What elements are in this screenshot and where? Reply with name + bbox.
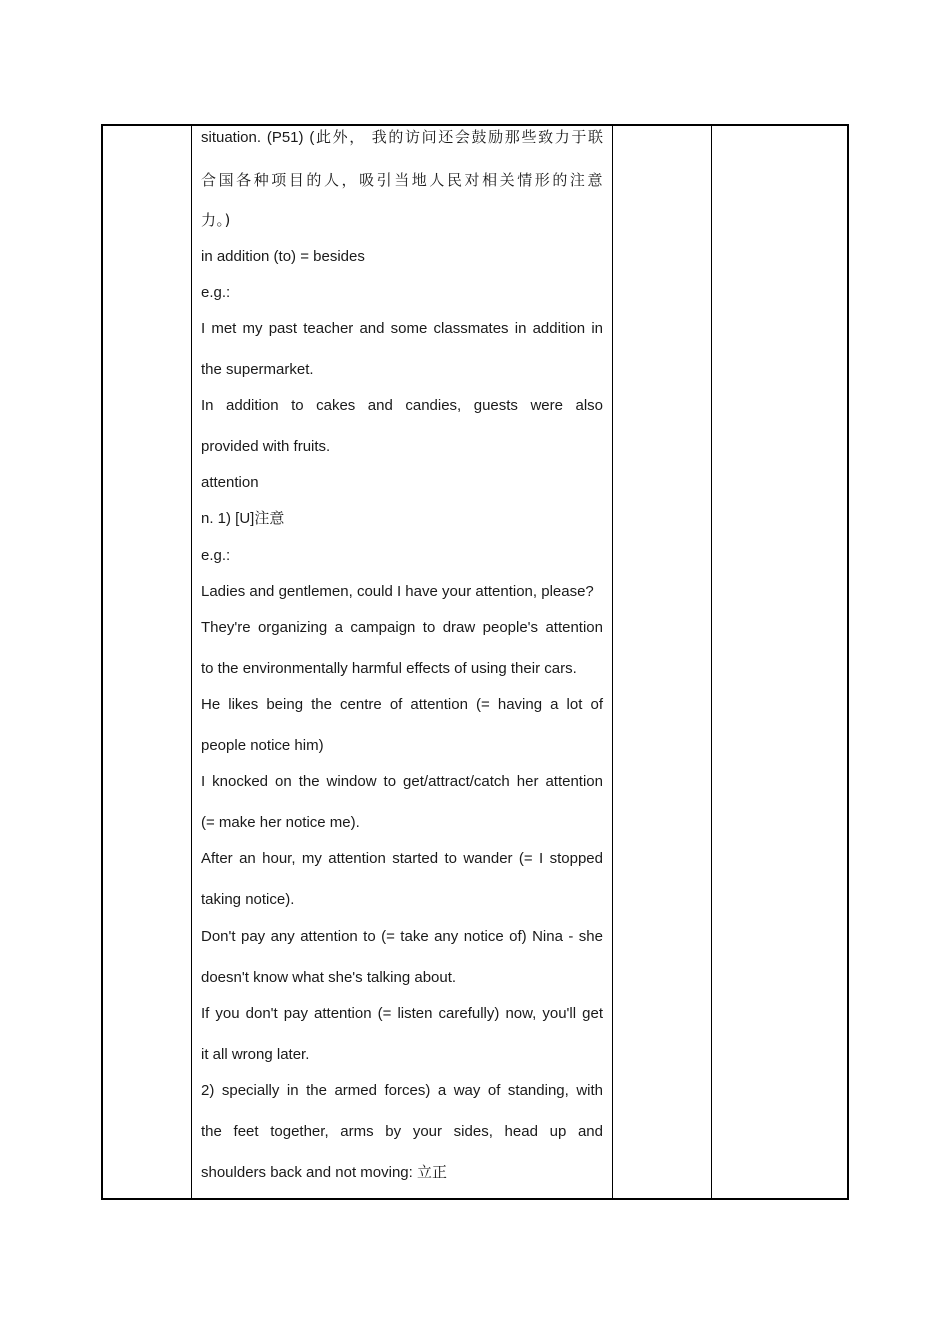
- column-divider-2: [612, 126, 613, 1198]
- text-line: attention: [201, 474, 259, 491]
- text-line: If you don't pay attention (= listen carefully) now, you'll get: [201, 1005, 603, 1022]
- text-line: provided with fruits.: [201, 438, 331, 455]
- text-line: He likes being the centre of attention (= having a lot of: [201, 696, 603, 713]
- text-line: Ladies and gentlemen, could I have your attention, please?: [201, 583, 594, 600]
- text-line: Don't pay any attention to (= take any notice of) Nina - she: [201, 928, 603, 945]
- text-line: shoulders back and not moving: 立正: [201, 1164, 447, 1181]
- text-line: 2) specially in the armed forces) a way of standing, with: [201, 1082, 603, 1099]
- document-table: [101, 124, 849, 1200]
- column-divider-1: [191, 126, 192, 1198]
- text-line: situation. (P51) (此外， 我的访问还会鼓励那些致力于联: [201, 129, 603, 146]
- text-line: the supermarket.: [201, 361, 314, 378]
- text-line: people notice him): [201, 737, 324, 754]
- text-line: 合国各种项目的人，吸引当地人民对相关情形的注意: [201, 171, 603, 189]
- column-divider-3: [711, 126, 712, 1198]
- text-line: the feet together, arms by your sides, head up and: [201, 1123, 603, 1140]
- text-line: e.g.:: [201, 284, 231, 301]
- text-line: (= make her notice me).: [201, 814, 360, 831]
- text-line: taking notice).: [201, 891, 295, 908]
- text-line: in addition (to) = besides: [201, 248, 365, 265]
- text-line: n. 1) [U]注意: [201, 510, 285, 527]
- text-line: 力。): [201, 211, 231, 229]
- text-line: I knocked on the window to get/attract/catch her attention: [201, 773, 603, 790]
- text-line: it all wrong later.: [201, 1046, 310, 1063]
- text-line: to the environmentally harmful effects of using their cars.: [201, 660, 577, 677]
- text-line: doesn't know what she's talking about.: [201, 969, 457, 986]
- text-line: They're organizing a campaign to draw people's attention: [201, 619, 603, 636]
- text-line: I met my past teacher and some classmates in addition in: [201, 320, 603, 337]
- text-line: e.g.:: [201, 547, 231, 564]
- text-line: In addition to cakes and candies, guests were also: [201, 397, 603, 414]
- text-line: After an hour, my attention started to wander (= I stopped: [201, 850, 603, 867]
